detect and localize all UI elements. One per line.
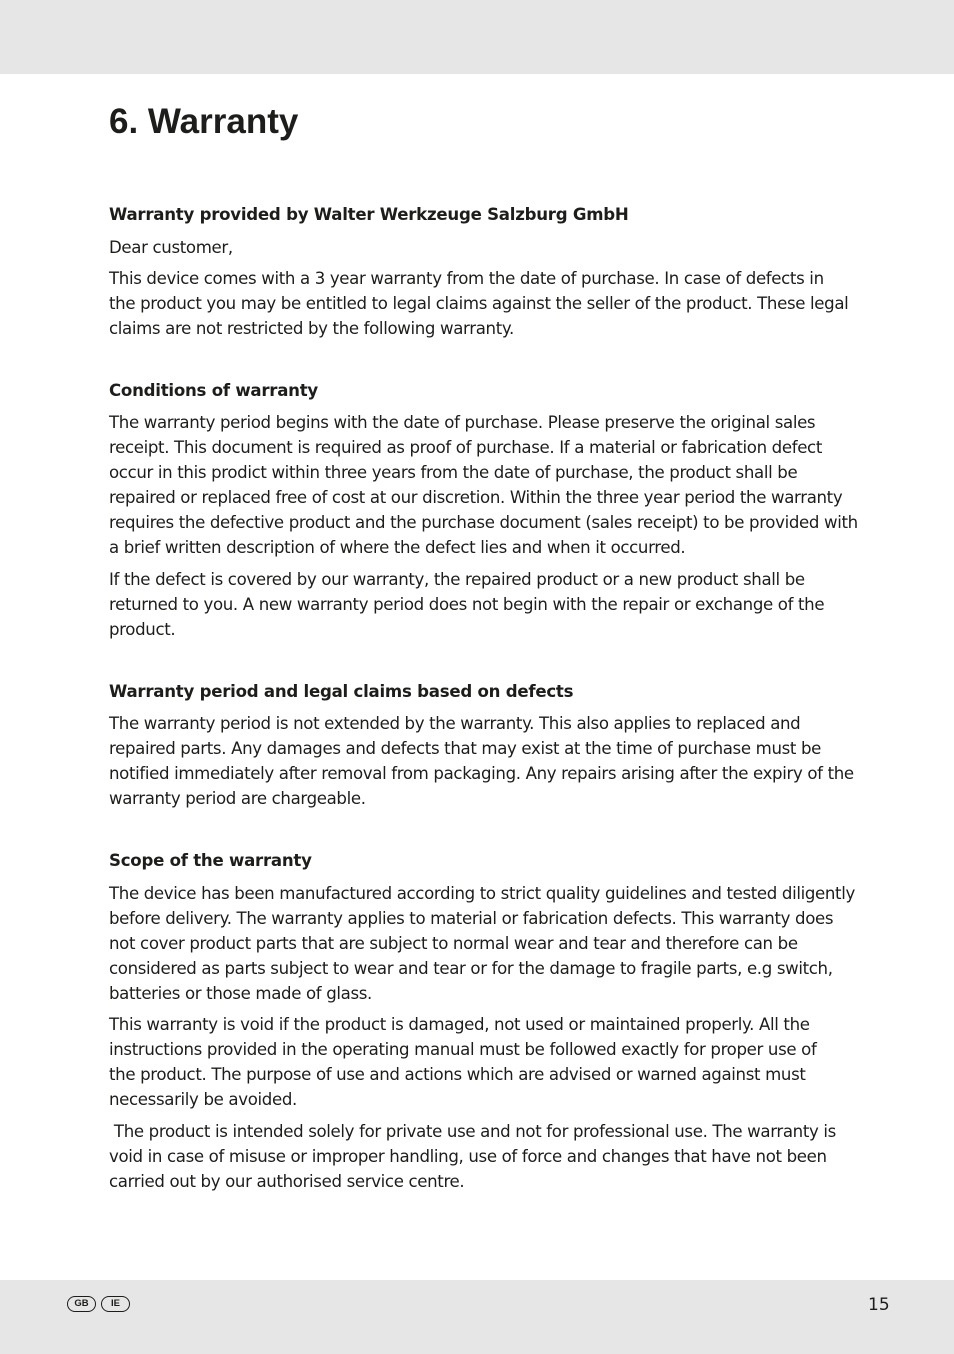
paragraph-line: The device has been manufactured according to strict quality guidelines and tested diligently [109,884,855,903]
paragraph-line: Dear customer, [109,238,233,257]
paragraph-line: The warranty period begins with the date of purchase. Please preserve the original sales [109,413,816,432]
paragraph-line: batteries or those made of glass. [109,984,372,1003]
country-badges [67,1296,130,1312]
paragraph-line: The product is intended solely for private use and not for professional use. The warranty is [109,1122,836,1141]
paragraph-line: This warranty is void if the product is damaged, not used or maintained properly. All the [109,1015,810,1034]
paragraph-line: carried out by our authorised service centre. [109,1172,465,1191]
section-heading-warranty-provider: Warranty provided by Walter Werkzeuge Salzburg GmbH [109,205,629,224]
page-title: 6. Warranty [109,102,299,141]
paragraph-line: product. [109,620,176,639]
paragraph-line: the product you may be entitled to legal claims against the seller of the product. These legal [109,294,849,313]
paragraph-line: receipt. This document is required as proof of purchase. If a material or fabrication defect [109,438,822,457]
paragraph-line: repaired parts. Any damages and defects that may exist at the time of purchase must be [109,739,822,758]
paragraph-line: notified immediately after removal from packaging. Any repairs arising after the expiry of the [109,764,854,783]
paragraph-line: occur in this prodict within three years from the date of purchase, the product shall be [109,463,798,482]
page-number: 15 [868,1295,890,1315]
paragraph-line: the product. The purpose of use and actions which are advised or warned against must [109,1065,806,1084]
paragraph-line: not cover product parts that are subject to normal wear and tear and therefore can be [109,934,798,953]
section-heading-conditions: Conditions of warranty [109,381,318,400]
country-badge-ie: IE [101,1296,130,1312]
section-heading-warranty-period: Warranty period and legal claims based on defects [109,682,574,701]
paragraph-line: The warranty period is not extended by the warranty. This also applies to replaced and [109,714,801,733]
paragraph-line: repaired or replaced free of cost at our discretion. Within the three year period the warranty [109,488,843,507]
country-badge-gb: GB [67,1296,96,1312]
paragraph-line: returned to you. A new warranty period does not begin with the repair or exchange of the [109,595,825,614]
paragraph-line: instructions provided in the operating manual must be followed exactly for proper use of [109,1040,817,1059]
paragraph-line: necessarily be avoided. [109,1090,297,1109]
paragraph-line: claims are not restricted by the following warranty. [109,319,514,338]
section-heading-scope: Scope of the warranty [109,851,312,870]
paragraph-line: warranty period are chargeable. [109,789,366,808]
paragraph-line: If the defect is covered by our warranty, the repaired product or a new product shall be [109,570,805,589]
paragraph-line: void in case of misuse or improper handling, use of force and changes that have not been [109,1147,827,1166]
paragraph-line: a brief written description of where the defect lies and when it occurred. [109,538,686,557]
footer-band [0,1280,954,1354]
paragraph-line: before delivery. The warranty applies to material or fabrication defects. This warranty does [109,909,834,928]
paragraph-line: This device comes with a 3 year warranty from the date of purchase. In case of defects in [109,269,824,288]
paragraph-line: requires the defective product and the purchase document (sales receipt) to be provided with [109,513,858,532]
paragraph-line: considered as parts subject to wear and tear or for the damage to fragile parts, e.g switch, [109,959,833,978]
header-band [0,0,954,74]
